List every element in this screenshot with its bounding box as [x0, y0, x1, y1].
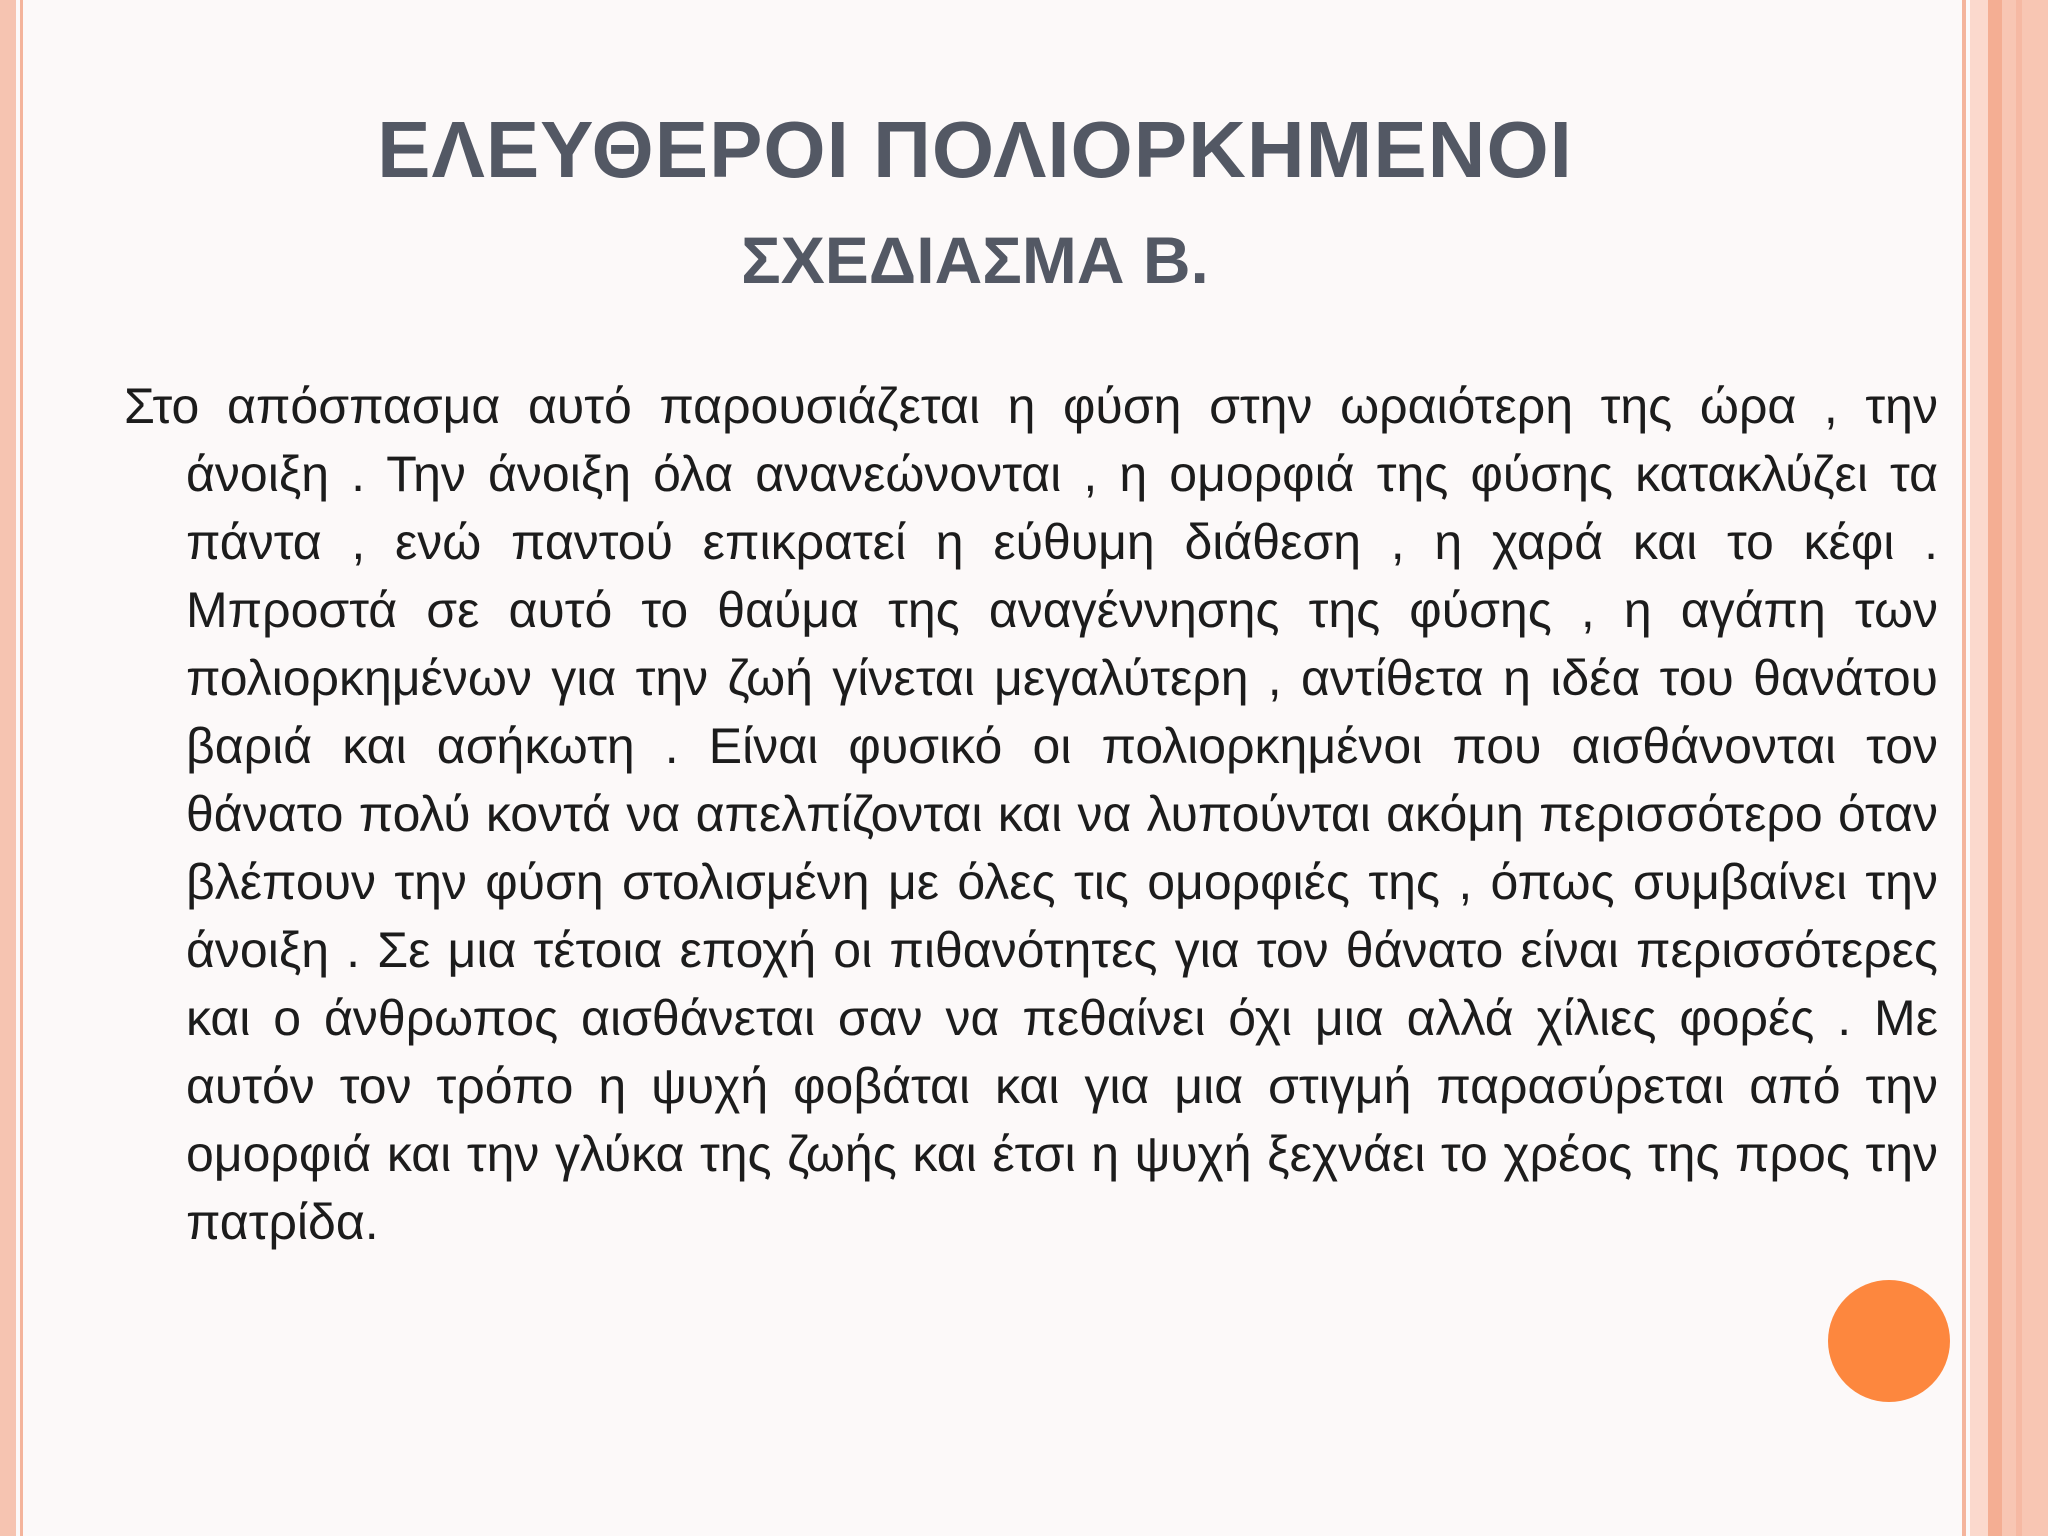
right-border-line	[1962, 0, 1966, 1536]
right-border-stripe	[1988, 0, 2002, 1536]
slide-title: ΕΛΕΥΘΕΡΟΙ ΠΟΛΙΟΡΚΗΜΕΝΟΙ	[377, 105, 1573, 194]
slide-body-text: Στο απόσπασμα αυτό παρουσιάζεται η φύση στην ωραιότερη της ώρα , την άνοιξη . Την άνοιξη όλα ανανεώνονται , η ομορφιά της φύσης κατακλύζει τα πάντα , ενώ παντού επικρατεί η εύθυμη διάθεση , η χαρά και το κέφι . Μπροστά σε αυτό το θαύμα της αναγέννησης της φύσης , η αγάπη των πολιορκημένων για την ζωή γίνεται μεγαλύτερη , αντίθετα η ιδέα του θανάτου βαριά και ασήκωτη . Είναι φυσικό οι πολιορκημένοι που αισθάνονται τον θάνατο πολύ κοντά να απελπίζονται και να λυπούνται ακόμη περισσότερο όταν βλέπουν την φύση στολισμένη με όλες τις ομορφιές της , όπως συμβαίνει την άνοιξη . Σε μια τέτοια εποχή οι πιθανότητες για τον θάνατο είναι περισσότερες και ο άνθρωπος αισθάνεται σαν να πεθαίνει όχι μια αλλά χίλιες φορές . Με αυτόν τον τρόπο η ψυχή φοβάται και για μια στιγμή παρασύρεται από την ομορφιά και την γλύκα της ζωής και έτσι η ψυχή ξεχνάει το χρέος της προς την πατρίδα.	[124, 378, 1938, 1250]
left-border-line	[20, 0, 23, 1536]
decorative-dot	[1828, 1280, 1950, 1402]
right-border-line	[2016, 0, 2022, 1536]
right-border-stripe	[2002, 0, 2048, 1536]
left-border-stripe	[0, 0, 16, 1536]
slide-subtitle: ΣΧΕΔΙΑΣΜΑ Β.	[741, 223, 1209, 297]
right-border-stripe	[1970, 0, 1988, 1536]
